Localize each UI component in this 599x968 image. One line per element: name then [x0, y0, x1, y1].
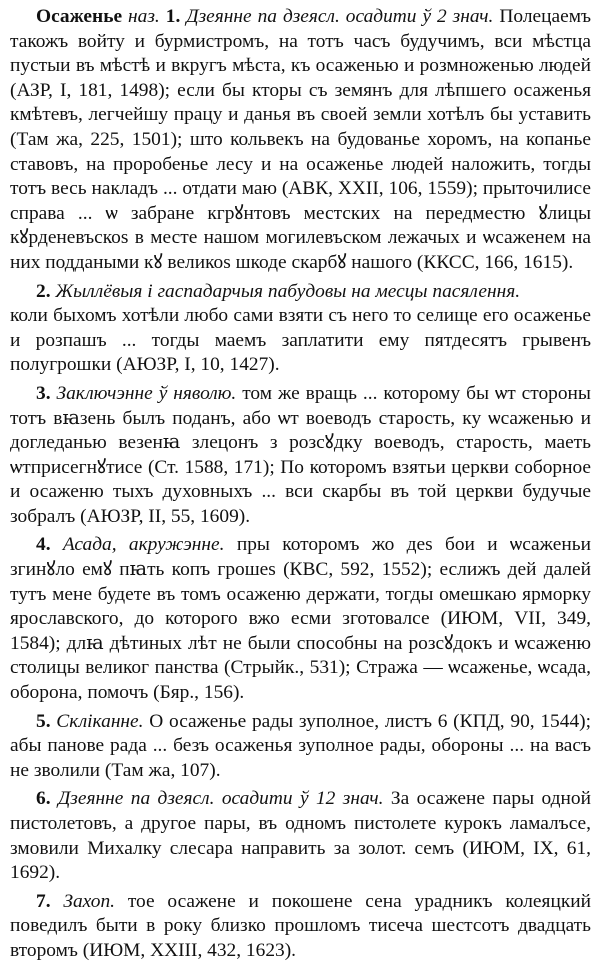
sense-definition: Асада, акружэнне. [62, 534, 225, 556]
grammar-label: наз. [128, 6, 160, 27]
sense-definition: Дзеянне па дзеясл. осадити ў 12 знач. [57, 788, 384, 810]
sense-definition: Заключэнне ў няволю. [56, 382, 237, 404]
sense-7 [10, 890, 591, 964]
sense-number: 4. [36, 534, 51, 556]
sense-6 [10, 787, 591, 885]
sense-citations: тое осажене и покошене сена урадникъ колеяцкий поведилъ быти в року близко прошломъ тисеча шестсотъ двадцать второмъ (ИЮМ, XXIII, 432, 1623). [10, 890, 591, 961]
sense-3 [10, 382, 591, 530]
sense-5 [10, 710, 591, 784]
sense-citations: За осажене пары одной пистолетовъ, а другое пары, въ одномъ пистолете курокъ ламалъсе, змовили Михалку слесара направить за золот. семъ (ИЮМ, IX, 61, 1692). [10, 788, 591, 884]
sense-number: 7. [36, 890, 51, 912]
sense-number: 1. [165, 6, 181, 27]
sense-citations: коли быхомъ хотѣли любо сами взяти съ него то селище его осаженье и розпашъ ... тогды маемъ заплатити ему пятдесятъ грывенъ полугрошки (АЮЗР, I, 10, 1427). [10, 305, 591, 376]
sense-citations: Полецаемъ такожъ войту и бурмистромъ, на тотъ часъ будучимъ, вси мѣстца пустыи въ мѣстѣ и вкругъ мѣста, къ осаженью и розмноженью людей (АЗР, I, 181, 1498); если бы кторы съ земянъ для лѣпшего осаженья кмѣтевъ, легчейшу працу и данья въ своей земли хотѣлъ бы уставить (Там жа, 225, 1501); што кольвекъ на будованье хоромъ, на копанье ставовъ, на проробенье лесу и на осаженье людей наложить, тогды тотъ весь накладъ ... отдати маю (АВК, XXII, 106, 1559); прыточилисе справа ... ѡ забране кгрꙋнтовъ местских на передместю ꙋлицы кꙋрденевъскоѕ в месте нашом могилевъском лежачых и ѡсаженем на них поддаными кꙋ великоѕ шкоде скарбꙋ нашого (ККСС, 166, 1615). [10, 6, 591, 273]
sense-2 [10, 280, 591, 378]
sense-number: 2. [36, 280, 51, 302]
sense-number: 6. [36, 788, 51, 810]
sense-number: 3. [36, 382, 51, 404]
sense-definition: Жыллёвыя і гаспадарчыя пабудовы на месцы пасялення. [55, 280, 521, 302]
sense-citations: пры которомъ жо деѕ бои и ѡсаженьи згинꙋло емꙋ пꙗть копъ грошеѕ (КВС, 592, 1552); еслижъ дей далей тутъ мене будете въ томъ осаженю держати, тогды омешкаю ярморку ярославского, до которого вжо есми зготовалсе (ИЮМ, VII, 349, 1584); длꙗ дѣтиных лѣт не были способны на розсꙋдокъ и ѡсаженю столицы великог панства (Стрыйк., 531); Стража — ѡсаженье, ѡсада, оборона, помочъ (Бяр., 156). [10, 534, 591, 704]
sense-citations: О осаженье рады зуполное, листъ 6 (КПД, 90, 1544); абы панове рада ... безъ осаженья зуполное рады, обороны ... на васъ не зволили (Там жа, 107). [10, 710, 591, 781]
sense-number: 5. [36, 710, 51, 732]
sense-4 [10, 533, 591, 705]
sense-definition: Дзеянне па дзеясл. осадити ў 2 знач. [186, 6, 494, 27]
sense-definition: Захоп. [63, 890, 116, 912]
sense-definition: Скліканне. [56, 710, 144, 732]
sense-1 [10, 5, 591, 276]
headword: Осаженье [36, 6, 123, 27]
sense-citations: том же вращь ... которому бы ѡт стороны тотъ вꙗзень былъ поданъ, або ѡт воеводъ старость, ку ѡсаженью и догледанью везенꙗ злецонъ з розсꙋдку воеводъ, старость, маеть ѡтприсегнꙋтисе (Ст. 1588, 171); По которомъ взятьи церкви соборное и осаженю тыхъ духовныхъ ... вси скарбы въ той церкви будучые зобралъ (АЮЗР, II, 55, 1609). [10, 382, 591, 527]
